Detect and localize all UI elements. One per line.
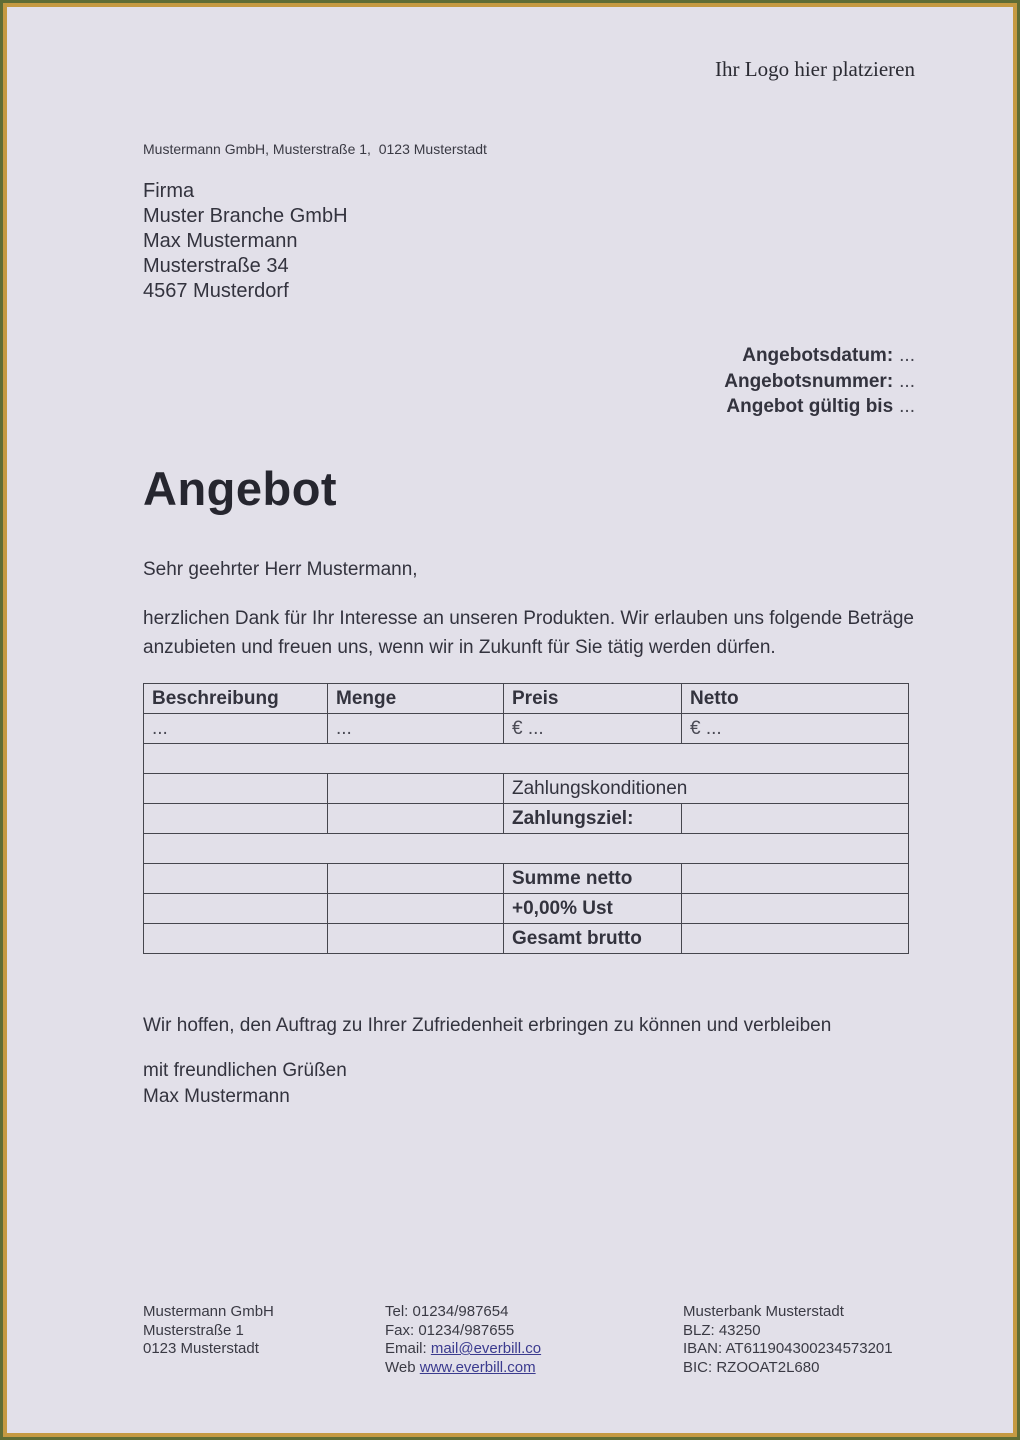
regards-text: mit freundlichen Grüßen xyxy=(143,1060,347,1081)
vat-label-cell: +0,00% Ust xyxy=(504,894,682,924)
footer-company-street: Musterstraße 1 xyxy=(143,1321,244,1339)
table-header-row xyxy=(144,684,909,714)
footer-blz: BLZ: 43250 xyxy=(683,1321,761,1339)
vat-value-cell xyxy=(682,894,909,924)
col-header-preis: Preis xyxy=(504,684,682,714)
offer-date-label: Angebotsdatum: xyxy=(742,345,894,366)
sum-netto-label-cell: Summe netto xyxy=(504,864,682,894)
salutation-text: Sehr geehrter Herr Mustermann, xyxy=(143,559,418,580)
recipient-line-city: 4567 Musterdorf xyxy=(143,280,289,302)
total-gross-label-cell: Gesamt brutto xyxy=(504,924,682,954)
offer-meta-block xyxy=(724,343,915,420)
total-gross-row xyxy=(144,924,909,954)
spacer-row xyxy=(144,834,909,864)
recipient-address-block xyxy=(143,179,348,304)
footer-web-prefix: Web xyxy=(385,1358,420,1376)
sender-address-line: Mustermann GmbH, Musterstraße 1, 0123 Musterstadt xyxy=(143,141,487,157)
empty-cell xyxy=(144,804,328,834)
spacer-cell xyxy=(144,834,909,864)
empty-cell xyxy=(144,894,328,924)
footer-email-prefix: Email: xyxy=(385,1340,431,1357)
closing-paragraph: Wir hoffen, den Auftrag zu Ihrer Zufriedenheit erbringen zu können und verbleiben xyxy=(143,1015,832,1036)
col-header-menge: Menge xyxy=(328,684,504,714)
email-link[interactable]: mail@everbill.co xyxy=(430,1340,542,1357)
offer-date-value: ... xyxy=(899,345,915,366)
intro-paragraph: herzlichen Dank für Ihr Interesse an unseren Produkten. Wir erlauben uns folgende Beträge anzubieten und freuen uns, wenn wir in Zukunft für Sie tätig werden dürfen. xyxy=(143,608,915,658)
signature-block xyxy=(143,1058,347,1110)
footer-bank-name: Musterbank Musterstadt xyxy=(683,1303,844,1320)
offer-date-row xyxy=(724,343,915,369)
footer-tel: Tel: 01234/987654 xyxy=(385,1303,509,1320)
recipient-line-firma: Firma xyxy=(143,180,195,202)
empty-cell xyxy=(144,774,328,804)
empty-cell xyxy=(328,804,504,834)
offer-items-table xyxy=(143,683,909,954)
vat-row xyxy=(144,894,909,924)
item-quantity-cell: ... xyxy=(328,714,504,744)
item-net-cell: € ... xyxy=(682,714,909,744)
empty-cell xyxy=(328,774,504,804)
empty-cell xyxy=(144,924,328,954)
payment-target-row xyxy=(144,804,909,834)
offer-valid-until-value: ... xyxy=(899,396,915,417)
payment-target-value-cell xyxy=(682,804,909,834)
offer-number-value: ... xyxy=(899,370,915,392)
signature-name: Max Mustermann xyxy=(143,1086,290,1107)
offer-valid-until-row xyxy=(724,394,915,420)
offer-number-row xyxy=(724,369,915,395)
col-header-netto: Netto xyxy=(682,684,909,714)
website-link[interactable]: www.everbill.com xyxy=(419,1358,536,1376)
logo-placeholder-text: Ihr Logo hier platzieren xyxy=(715,57,915,81)
footer-company-column xyxy=(143,1303,274,1359)
offer-number-label: Angebotsnummer: xyxy=(724,370,894,392)
recipient-line-name: Max Mustermann xyxy=(143,230,298,252)
footer-bank-column xyxy=(683,1303,893,1377)
recipient-line-street: Musterstraße 34 xyxy=(143,255,289,277)
empty-cell xyxy=(328,864,504,894)
sum-netto-value-cell xyxy=(682,864,909,894)
recipient-line-company: Muster Branche GmbH xyxy=(143,205,348,227)
footer-company-name: Mustermann GmbH xyxy=(143,1303,274,1320)
payment-conditions-row xyxy=(144,774,909,804)
page-title: Angebot xyxy=(143,462,338,515)
total-gross-value-cell xyxy=(682,924,909,954)
footer-iban: IBAN: AT611904300234573201 xyxy=(683,1340,893,1357)
footer-fax: Fax: 01234/987655 xyxy=(385,1321,515,1339)
footer-web-row xyxy=(385,1359,541,1378)
empty-cell xyxy=(144,864,328,894)
item-description-cell: ... xyxy=(144,714,328,744)
empty-cell xyxy=(328,894,504,924)
payment-target-cell: Zahlungsziel: xyxy=(504,804,682,834)
item-price-cell: € ... xyxy=(504,714,682,744)
footer-company-city: 0123 Musterstadt xyxy=(143,1340,259,1357)
payment-conditions-cell: Zahlungskonditionen xyxy=(504,774,909,804)
item-row xyxy=(144,714,909,744)
sum-netto-row xyxy=(144,864,909,894)
footer-contact-column xyxy=(385,1303,541,1377)
spacer-row xyxy=(144,744,909,774)
footer-bic: BIC: RZOOAT2L680 xyxy=(683,1358,820,1376)
col-header-beschreibung: Beschreibung xyxy=(144,684,328,714)
offer-valid-until-label: Angebot gültig bis xyxy=(726,396,894,417)
spacer-cell xyxy=(144,744,909,774)
footer-email-row xyxy=(385,1340,541,1359)
empty-cell xyxy=(328,924,504,954)
